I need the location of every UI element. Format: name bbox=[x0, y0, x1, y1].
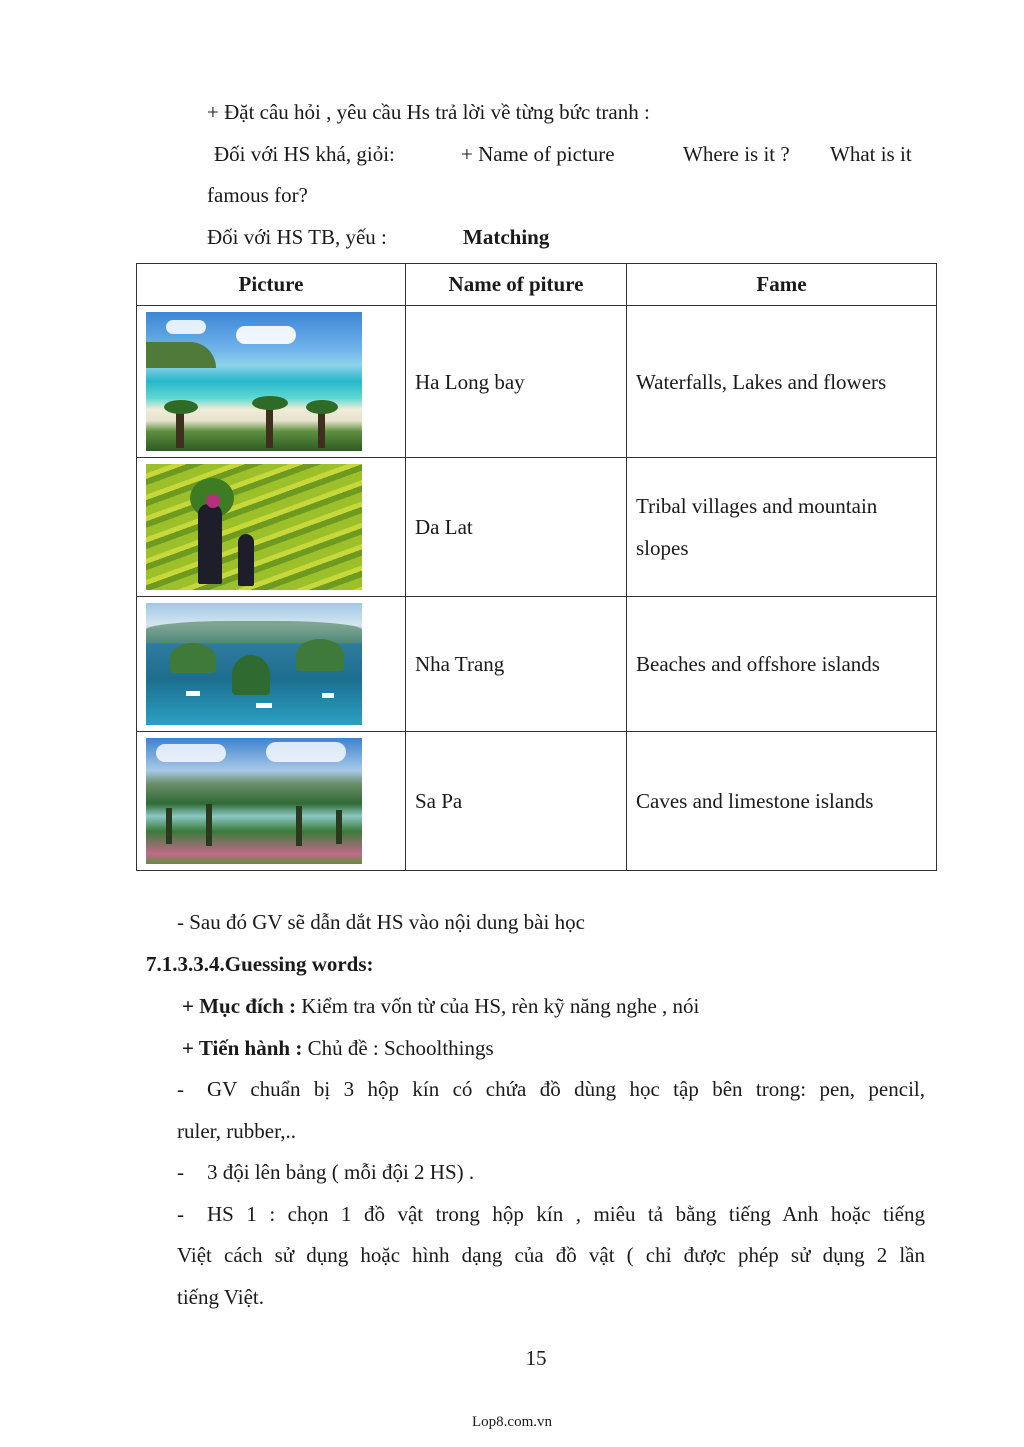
intro-line-2-q1: + Name of picture bbox=[461, 142, 615, 166]
intro-line-3: famous for? bbox=[207, 183, 308, 207]
site-footer: Lop8.com.vn bbox=[472, 1414, 552, 1430]
page-number: 15 bbox=[525, 1346, 547, 1370]
bullet-1-line-1: GV chuẩn bị 3 hộp kín có chứa đồ dùng học tập bên trong: pen, pencil, bbox=[207, 1077, 925, 1101]
bullet-dash: - bbox=[177, 1077, 184, 1101]
header-picture: Picture bbox=[137, 264, 406, 306]
intro-line-2-q3: What is it bbox=[830, 142, 912, 166]
intro-line-2-lead: Đối với HS khá, giỏi: bbox=[214, 142, 395, 166]
table-row bbox=[137, 458, 937, 597]
fame-line-2: slopes bbox=[636, 536, 689, 560]
purpose-text: Kiểm tra vốn từ của HS, rèn kỹ năng nghe , nói bbox=[296, 994, 700, 1018]
bullet-1-line-2: ruler, rubber,.. bbox=[177, 1119, 297, 1143]
bullet-3-line-2: Việt cách sử dụng hoặc hình dạng của đồ vật ( chỉ được phép sử dụng 2 lần bbox=[177, 1243, 925, 1267]
picture-cell bbox=[137, 306, 406, 458]
after-line-1: - Sau đó GV sẽ dẫn dắt HS vào nội dung bài học bbox=[177, 910, 585, 934]
header-name: Name of piture bbox=[406, 264, 627, 306]
name-cell: Ha Long bay bbox=[406, 306, 627, 458]
table-row bbox=[137, 306, 937, 458]
fame-cell: Waterfalls, Lakes and flowers bbox=[627, 306, 937, 458]
procedure-label: + Tiến hành : bbox=[182, 1036, 303, 1060]
name-cell: Da Lat bbox=[406, 458, 627, 597]
bay-photo bbox=[146, 603, 362, 725]
fame-line-1 bbox=[636, 485, 927, 527]
section-heading: 7.1.3.3.4.Guessing words: bbox=[146, 952, 374, 976]
intro-line-2-q2: Where is it ? bbox=[683, 142, 790, 166]
intro-line-4-bold: Matching bbox=[463, 225, 550, 249]
table-header-row bbox=[137, 264, 937, 306]
intro-line-1: + Đặt câu hỏi , yêu cầu Hs trả lời về từng bức tranh : bbox=[207, 100, 650, 124]
lake-photo bbox=[146, 738, 362, 864]
matching-table bbox=[136, 263, 937, 871]
purpose-label: + Mục đích : bbox=[182, 994, 297, 1018]
picture-cell bbox=[137, 458, 406, 597]
procedure-text: Chủ đề : Schoolthings bbox=[302, 1036, 494, 1060]
bullet-3-line-3: tiếng Việt. bbox=[177, 1285, 265, 1309]
bullet-2-line-1: 3 đội lên bảng ( mỗi đội 2 HS) . bbox=[207, 1160, 475, 1184]
intro-line-4-lead: Đối với HS TB, yếu : bbox=[207, 225, 387, 249]
beach-photo bbox=[146, 312, 362, 451]
bullet-dash: - bbox=[177, 1160, 184, 1184]
terrace-photo bbox=[146, 464, 362, 590]
picture-cell bbox=[137, 732, 406, 871]
header-fame: Fame bbox=[627, 264, 937, 306]
name-cell: Nha Trang bbox=[406, 597, 627, 732]
table-row bbox=[137, 597, 937, 732]
name-cell: Sa Pa bbox=[406, 732, 627, 871]
procedure-line bbox=[182, 1035, 494, 1061]
fame-cell bbox=[627, 458, 937, 597]
table-row bbox=[137, 732, 937, 871]
purpose-line bbox=[182, 993, 699, 1019]
fame-line-1-text: Tribal villages and mountain bbox=[636, 494, 878, 518]
fame-cell: Beaches and offshore islands bbox=[627, 597, 937, 732]
fame-cell: Caves and limestone islands bbox=[627, 732, 937, 871]
picture-cell bbox=[137, 597, 406, 732]
bullet-3-line-1: HS 1 : chọn 1 đồ vật trong hộp kín , miêu tả bằng tiếng Anh hoặc tiếng bbox=[207, 1202, 925, 1226]
bullet-dash: - bbox=[177, 1202, 184, 1226]
